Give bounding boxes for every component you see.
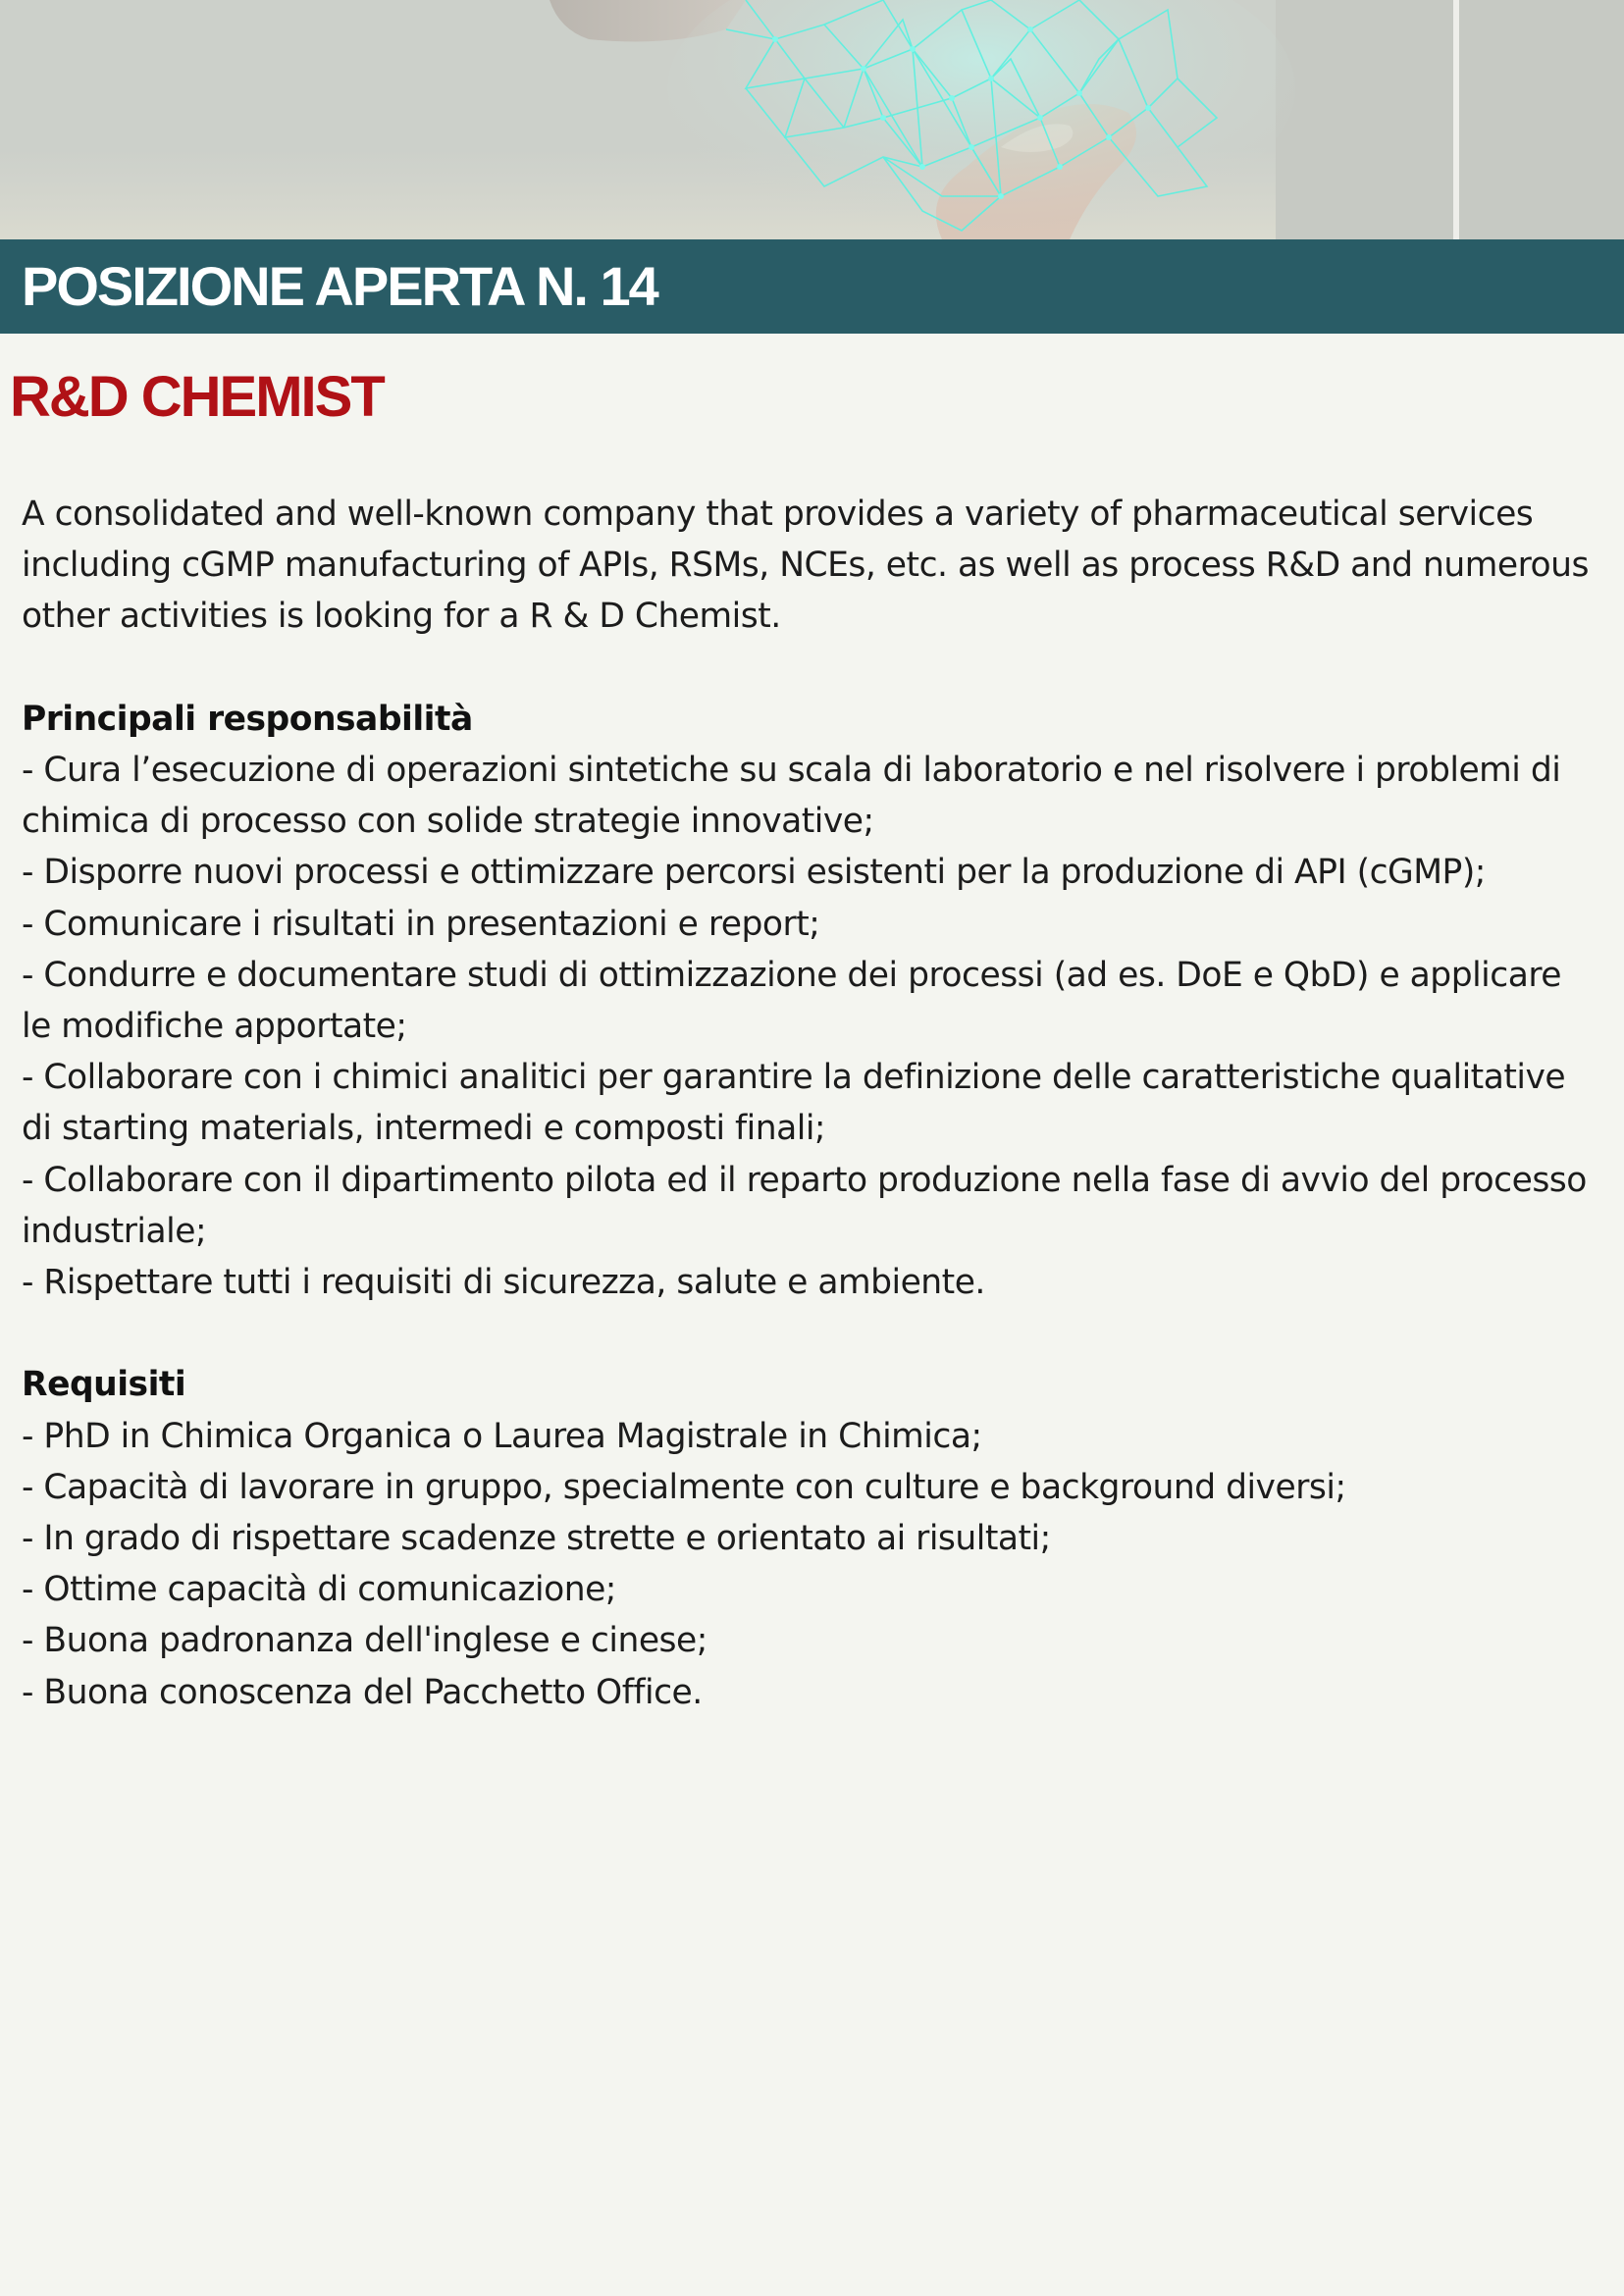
company-intro: A consolidated and well-known company that provides a variety of pharmaceutical services including cGMP manufacturing of APIs, RSMs, NCEs, etc. as well as process R&D and numerous other activities is looking for a R & D Chemist.	[22, 495, 1589, 637]
requirements-list	[22, 1411, 1592, 1718]
position-banner	[0, 239, 1624, 334]
list-item: - Ottime capacità di comunicazione;	[22, 1570, 616, 1610]
position-number-title: POSIZIONE APERTA N. 14	[22, 255, 657, 317]
spacer	[22, 1308, 1592, 1359]
list-item: - Cura l’esecuzione di operazioni sintetiche su scala di laboratorio e nel risolvere i problemi di chimica di processo con solide strategie innovative;	[22, 751, 1561, 842]
list-item: - Buona padronanza dell'inglese e cinese;	[22, 1621, 707, 1661]
list-item: - Buona conoscenza del Pacchetto Office.	[22, 1672, 703, 1712]
responsibilities-list	[22, 745, 1592, 1308]
list-item: - Collaborare con i chimici analitici per garantire la definizione delle caratteristiche qualitative di starting materials, intermedi e composti finali;	[22, 1058, 1566, 1149]
requirements-heading: Requisiti	[22, 1365, 186, 1405]
list-item: - Condurre e documentare studi di ottimizzazione dei processi (ad es. DoE e QbD) e applicare le modifiche apportate;	[22, 955, 1562, 1047]
job-description	[22, 489, 1592, 1718]
job-title: R&D CHEMIST	[10, 365, 384, 429]
list-item: - Comunicare i risultati in presentazioni e report;	[22, 904, 820, 944]
hero-image	[0, 0, 1624, 239]
responsibilities-heading: Principali responsabilità	[22, 699, 473, 739]
list-item: - Capacità di lavorare in gruppo, specialmente con culture e background diversi;	[22, 1467, 1346, 1507]
spacer	[22, 643, 1592, 694]
digital-hand-network-icon	[0, 0, 1624, 239]
list-item: - Disporre nuovi processi e ottimizzare percorsi esistenti per la produzione di API (cGMP);	[22, 853, 1486, 893]
list-item: - PhD in Chimica Organica o Laurea Magistrale in Chimica;	[22, 1416, 982, 1456]
list-item: - In grado di rispettare scadenze strette e orientato ai risultati;	[22, 1519, 1051, 1559]
list-item: - Rispettare tutti i requisiti di sicurezza, salute e ambiente.	[22, 1263, 985, 1303]
list-item: - Collaborare con il dipartimento pilota ed il reparto produzione nella fase di avvio del processo industriale;	[22, 1160, 1587, 1251]
